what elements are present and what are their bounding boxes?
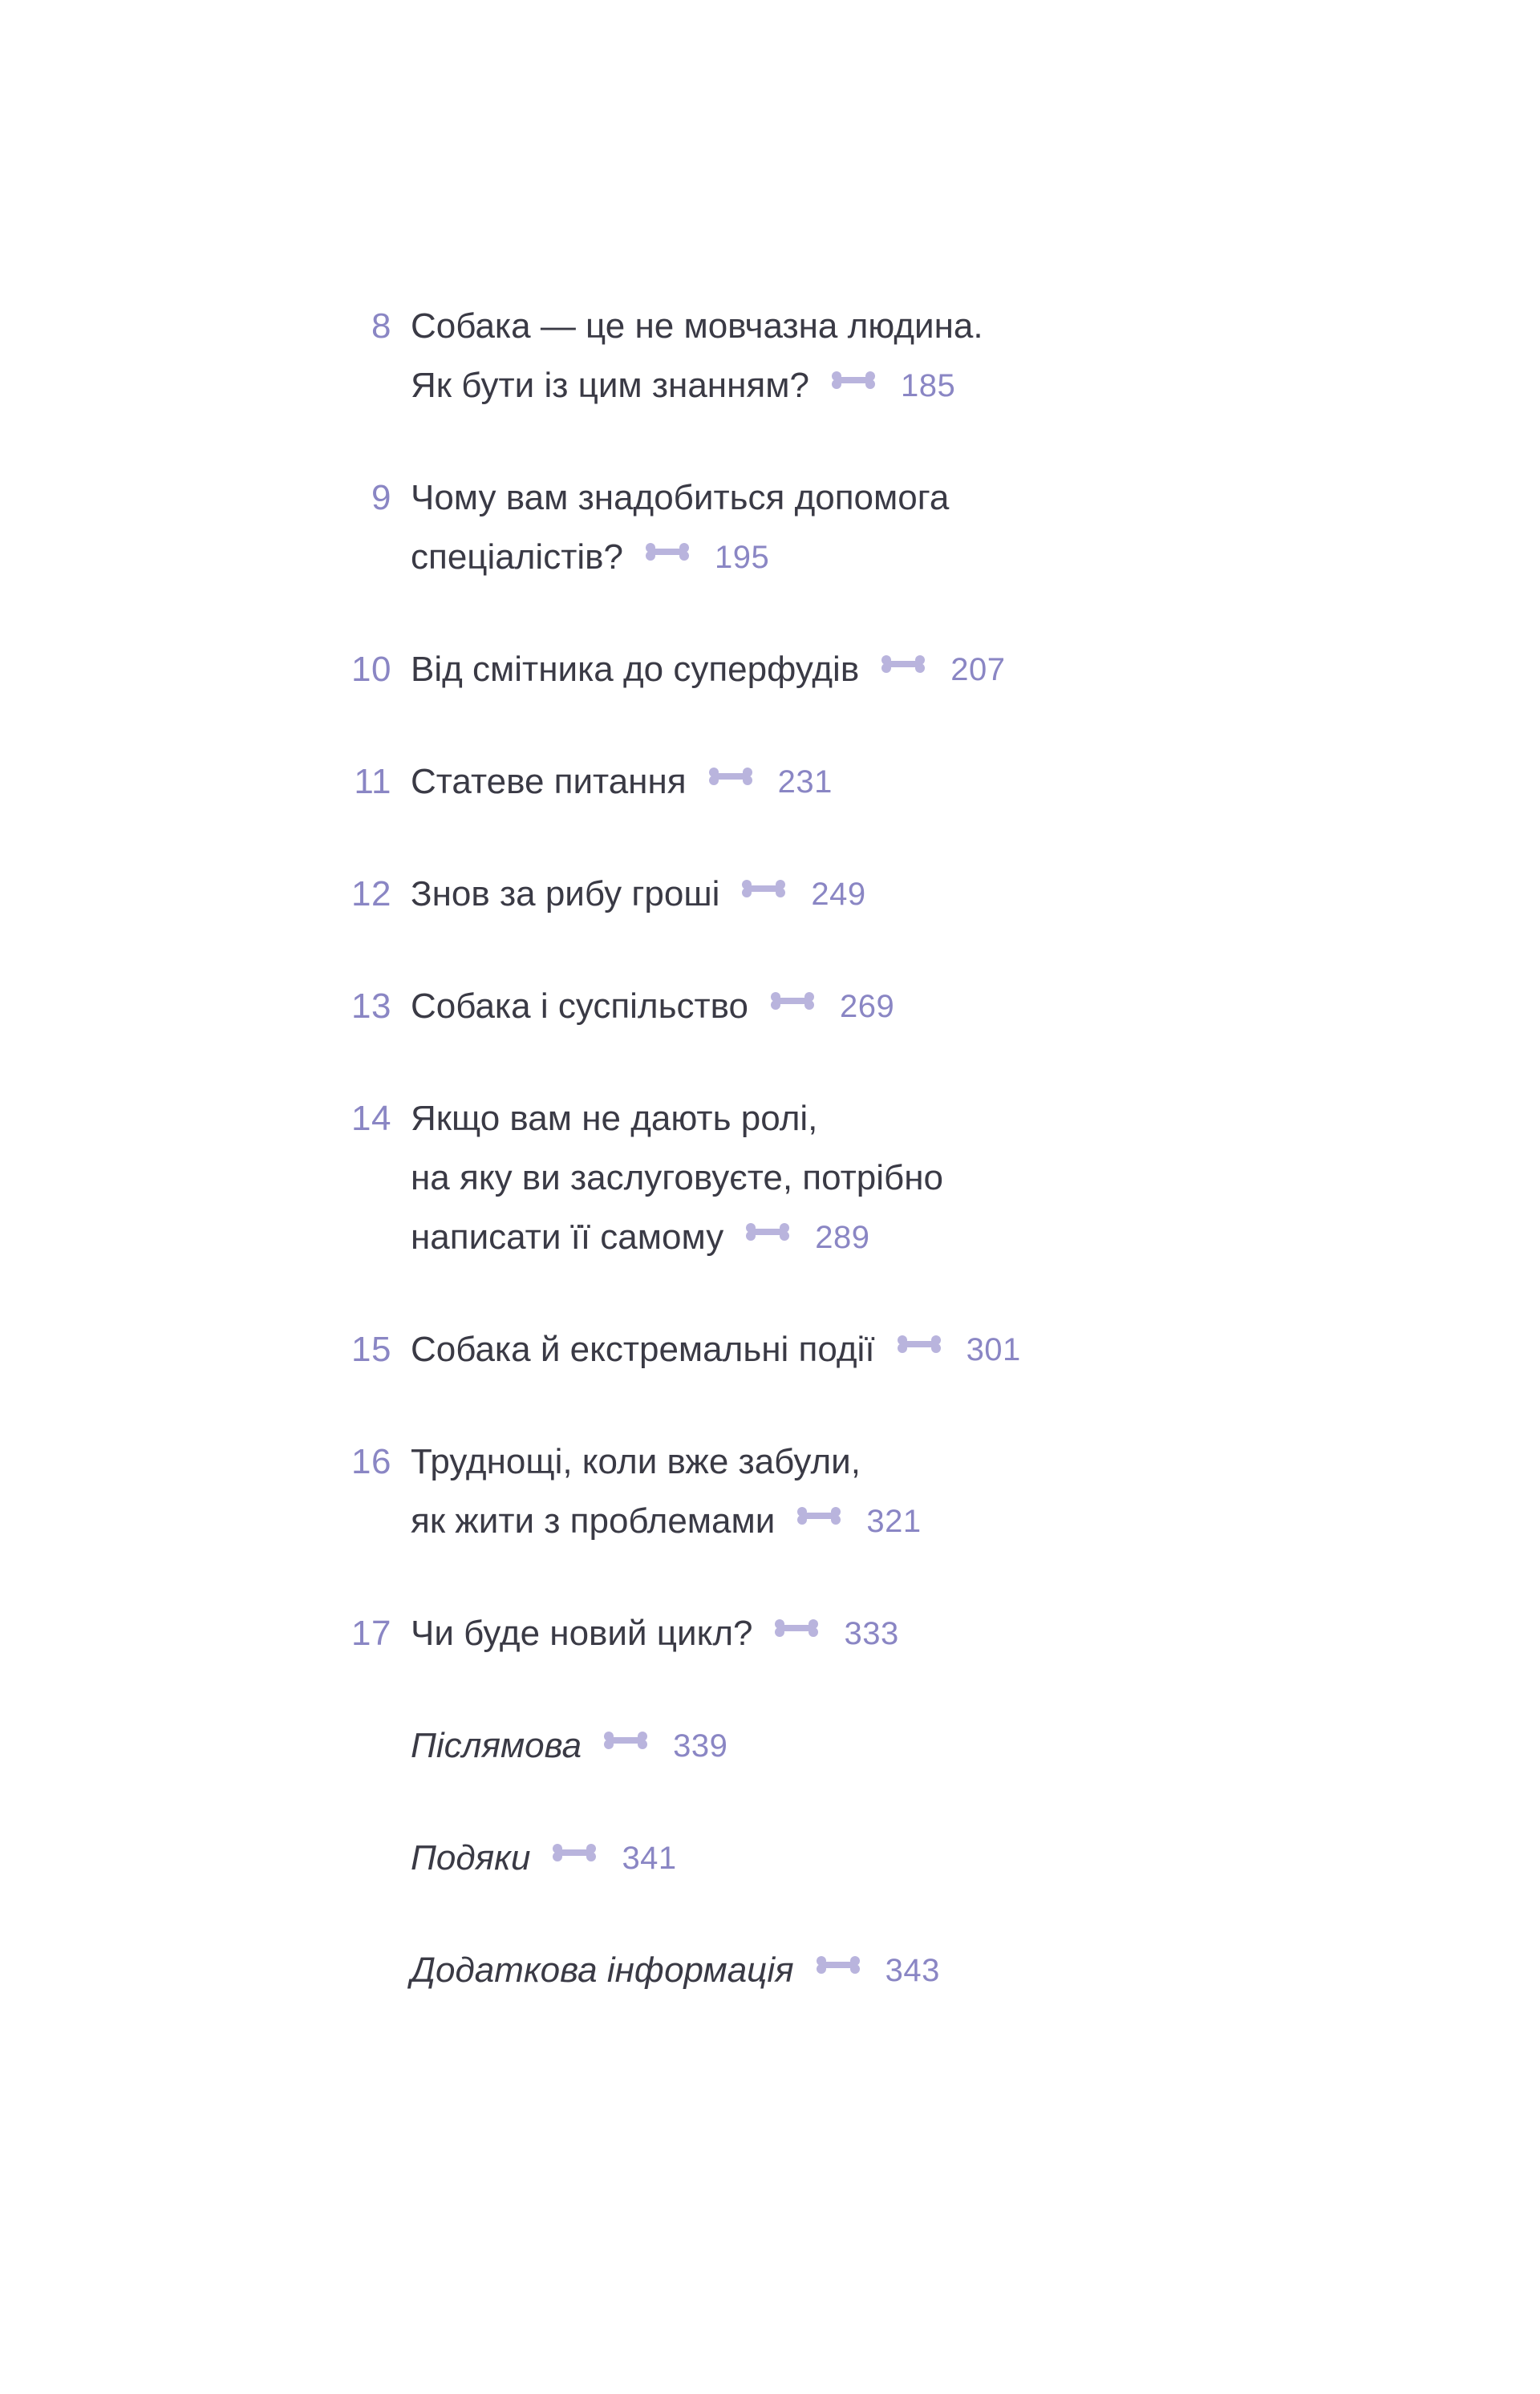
bone-separator-icon: [815, 1941, 861, 2000]
entry-body: [411, 297, 1299, 415]
toc-entry[interactable]: [337, 640, 1299, 699]
entry-title: Собака й екстремальні події: [411, 1330, 875, 1369]
entry-title: Собака — це не мовчазна людина.: [411, 306, 983, 346]
bone-separator-icon: [551, 1829, 598, 1888]
entry-title: Подяки: [411, 1838, 531, 1878]
bone-separator-icon: [602, 1716, 649, 1776]
entry-body: [411, 1829, 1299, 1888]
entry-title: на яку ви заслуговуєте, потрібно: [411, 1158, 943, 1197]
bone-separator-icon: [740, 865, 787, 924]
toc-entry[interactable]: [337, 1089, 1299, 1267]
entry-body: [411, 1320, 1299, 1379]
page-number[interactable]: 289: [815, 1220, 870, 1255]
page-number[interactable]: 207: [950, 652, 1006, 687]
entry-line: [411, 1941, 1299, 2000]
chapter-number: 11: [354, 762, 391, 801]
bone-separator-icon: [880, 640, 926, 699]
entry-title: Собака і суспільство: [411, 986, 749, 1026]
chapter-number: 12: [351, 874, 391, 913]
chapter-number: 16: [351, 1442, 391, 1481]
table-of-contents: [337, 297, 1299, 2053]
entry-line: [411, 1208, 1299, 1267]
chapter-number: 9: [371, 478, 391, 517]
bone-separator-icon: [896, 1320, 942, 1379]
entry-body: [411, 1089, 1299, 1267]
entry-title: Чому вам знадобиться допомога: [411, 478, 950, 517]
page-number[interactable]: 301: [966, 1332, 1021, 1367]
bone-separator-icon: [707, 752, 754, 812]
entry-line: [411, 297, 1299, 356]
bone-separator-icon: [796, 1492, 842, 1551]
chapter-number: 10: [351, 650, 391, 689]
chapter-number: 17: [351, 1614, 391, 1653]
entry-body: [411, 977, 1299, 1036]
entry-line: [411, 1320, 1299, 1379]
bone-separator-icon: [644, 528, 691, 587]
toc-entry[interactable]: [337, 297, 1299, 415]
entry-body: [411, 1716, 1299, 1776]
entry-title: Як бути із цим знанням?: [411, 366, 809, 405]
entry-line: [411, 977, 1299, 1036]
page-number[interactable]: 185: [900, 368, 956, 403]
toc-entry[interactable]: [337, 1432, 1299, 1551]
toc-entry[interactable]: [337, 977, 1299, 1036]
page-number[interactable]: 343: [885, 1953, 940, 1988]
page-number[interactable]: 333: [844, 1616, 899, 1651]
entry-body: [411, 865, 1299, 924]
entry-title: спеціалістів?: [411, 537, 623, 577]
entry-line: [411, 1148, 1299, 1208]
entry-line: [411, 1716, 1299, 1776]
entry-title: Труднощі, коли вже забули,: [411, 1442, 861, 1481]
toc-entry[interactable]: [337, 752, 1299, 812]
entry-line: [411, 1604, 1299, 1663]
entry-line: [411, 1829, 1299, 1888]
entry-title: Чи буде новий цикл?: [411, 1614, 753, 1653]
page-number[interactable]: 269: [840, 989, 895, 1024]
page-number[interactable]: 341: [622, 1841, 677, 1876]
entry-title: написати її самому: [411, 1217, 724, 1257]
entry-title: Знов за рибу гроші: [411, 874, 720, 913]
toc-backmatter-entry[interactable]: [337, 1829, 1299, 1888]
page-number[interactable]: 249: [811, 877, 866, 912]
entry-line: [411, 468, 1299, 528]
toc-backmatter-entry[interactable]: [337, 1716, 1299, 1776]
bone-separator-icon: [773, 1604, 820, 1663]
toc-entry[interactable]: [337, 468, 1299, 587]
entry-body: [411, 1941, 1299, 2000]
chapter-number: 13: [351, 986, 391, 1026]
toc-entry[interactable]: [337, 865, 1299, 924]
entry-title: Статеве питання: [411, 762, 687, 801]
toc-entry[interactable]: [337, 1320, 1299, 1379]
page-number[interactable]: 195: [714, 540, 770, 575]
entry-body: [411, 1432, 1299, 1551]
entry-line: [411, 356, 1299, 415]
entry-line: [411, 865, 1299, 924]
chapter-number: 15: [351, 1330, 391, 1369]
toc-entry[interactable]: [337, 1604, 1299, 1663]
entry-body: [411, 752, 1299, 812]
entry-title: Додаткова інформація: [411, 1950, 794, 1990]
entry-title: Від смітника до суперфудів: [411, 650, 860, 689]
page-number[interactable]: 339: [673, 1728, 728, 1764]
entry-line: [411, 1492, 1299, 1551]
entry-title: Післямова: [411, 1726, 582, 1765]
bone-separator-icon: [744, 1208, 791, 1267]
entry-title: як жити з проблемами: [411, 1501, 776, 1541]
bone-separator-icon: [830, 356, 877, 415]
entry-body: [411, 468, 1299, 587]
chapter-number: 8: [371, 306, 391, 346]
entry-line: [411, 528, 1299, 587]
toc-backmatter-entry[interactable]: [337, 1941, 1299, 2000]
entry-title: Якщо вам не дають ролі,: [411, 1099, 818, 1138]
page-number[interactable]: 321: [866, 1504, 922, 1539]
entry-line: [411, 752, 1299, 812]
entry-line: [411, 1432, 1299, 1492]
entry-line: [411, 1089, 1299, 1148]
entry-line: [411, 640, 1299, 699]
entry-body: [411, 640, 1299, 699]
entry-body: [411, 1604, 1299, 1663]
bone-separator-icon: [769, 977, 816, 1036]
chapter-number: 14: [351, 1099, 391, 1138]
page-number[interactable]: 231: [777, 764, 833, 800]
